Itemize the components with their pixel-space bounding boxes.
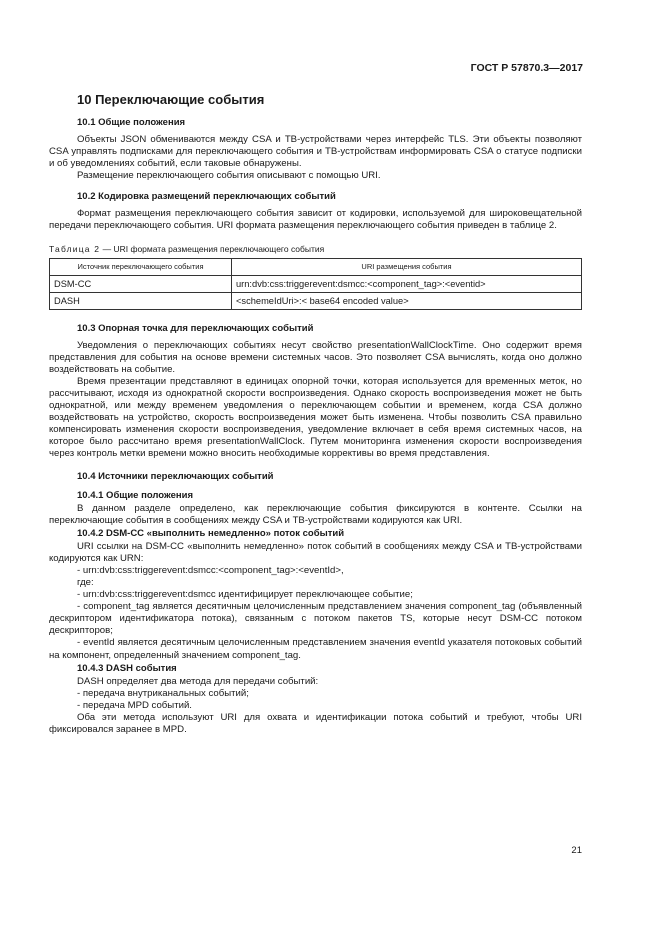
list-item: - eventId является десятичным целочисленным представлением значения eventId указателя потоковых событий на компонент, определенный значением component_tag.	[49, 637, 582, 661]
list-item: - component_tag является десятичным целочисленным представлением значения component_tag (объявленный дескриптором идентификатора потока), связанным с потоком пакетов TS, которые несут DSM-CC потоком дескрипторов;	[49, 601, 582, 637]
table-header-row	[50, 258, 582, 275]
heading-10-4-3: 10.4.3 DASH события	[77, 662, 177, 674]
list-item: - urn:dvb:css:triggerevent:dsmcc идентифицирует переключающее событие;	[77, 589, 413, 601]
table-row	[50, 292, 582, 309]
paragraph: Время презентации представляют в единицах опорной точки, которая используется для временных меток, но рассчитывают, исходя из однократной скорости воспроизведения. Однако скорость воспроизведения может не быть однократной, или между временем уведомления о переключающем событии и временем, когда CSA должно воздействовать на устройство, скорость воспроизведения может быть изменена. Чтобы позволить CSA правильно компенсировать изменения скорости воспроизведения, уведомление включает в себя время системных часов, на которое было рассчитано время presentationWallClock. Путем мониторинга изменения скорости воспроизведения через контроль метки времени можно вносить необходимые коррективы во время представления.	[49, 375, 582, 460]
section-title: 10 Переключающие события	[77, 92, 265, 107]
list-item: - передача внутриканальных событий;	[77, 687, 249, 699]
paragraph: Объекты JSON обмениваются между CSA и ТВ-устройствами через интерфейс TLS. Эти объекты позволяют CSA управлять подписками для переключающего события и ТВ-устройствам информировать CSA о статусе подписки и об уведомлениях событий, если таковые обнаружены.	[49, 134, 582, 170]
paragraph: Уведомления о переключающих событиях несут свойство presentationWallClockTime. Оно содержит время представления для события на основе времени системных часов. Это позволяет CSA вычислять, когда оно должно воздействовать на событие.	[49, 339, 582, 375]
page-body	[49, 90, 582, 736]
paragraph: Размещение переключающего события описывают с помощью URI.	[77, 170, 381, 182]
uri-cell: <schemeIdUri>:< base64 encoded value>	[232, 292, 582, 309]
table-caption: Таблица 2 — URI формата размещения переключающего события	[49, 243, 325, 254]
paragraph: Формат размещения переключающего события зависит от кодировки, используемой для широковещательной передачи переключающего события. URI формата размещения переключающего события приведен в таблице 2.	[49, 208, 582, 232]
paragraph: В данном разделе определено, как переключающие события фиксируются в контенте. Ссылки на переключающие события в сообщениях между CSA и ТВ-устройствами кодируются как URI.	[49, 502, 582, 526]
source-cell: DASH	[50, 292, 232, 309]
uri-cell: urn:dvb:css:triggerevent:dsmcc:<component_tag>:<eventid>	[232, 275, 582, 292]
column-header-source: Источник переключающего события	[50, 258, 232, 275]
source-cell: DSM-CC	[50, 275, 232, 292]
heading-10-4-1: 10.4.1 Общие положения	[77, 489, 193, 501]
heading-10-1: 10.1 Общие положения	[77, 117, 186, 128]
where-label: где:	[77, 576, 94, 588]
list-item: - передача MPD событий.	[77, 699, 192, 711]
paragraph: Оба эти метода используют URI для охвата и идентификации потока событий и требуют, чтобы URI фиксировался заранее в MPD.	[49, 711, 582, 735]
page-number: 21	[571, 845, 582, 856]
list-item: - urn:dvb:css:triggerevent:dsmcc:<component_tag>:<eventId>,	[77, 564, 344, 576]
column-header-uri: URI размещения события	[232, 258, 582, 275]
standard-number: ГОСТ Р 57870.3—2017	[470, 62, 583, 74]
heading-10-2: 10.2 Кодировка размещений переключающих событий	[77, 191, 336, 203]
paragraph: DASH определяет два метода для передачи событий:	[77, 675, 319, 687]
uri-format-table	[49, 258, 582, 310]
heading-10-4: 10.4 Источники переключающих событий	[77, 470, 274, 482]
paragraph: URI ссылки на DSM-CC «выполнить немедленно» поток событий в сообщениях между CSA и ТВ-устройствами кодируются как URN:	[49, 540, 582, 564]
heading-10-3: 10.3 Опорная точка для переключающих событий	[77, 322, 314, 334]
table-row	[50, 275, 582, 292]
heading-10-4-2: 10.4.2 DSM-CC «выполнить немедленно» поток событий	[77, 527, 345, 539]
